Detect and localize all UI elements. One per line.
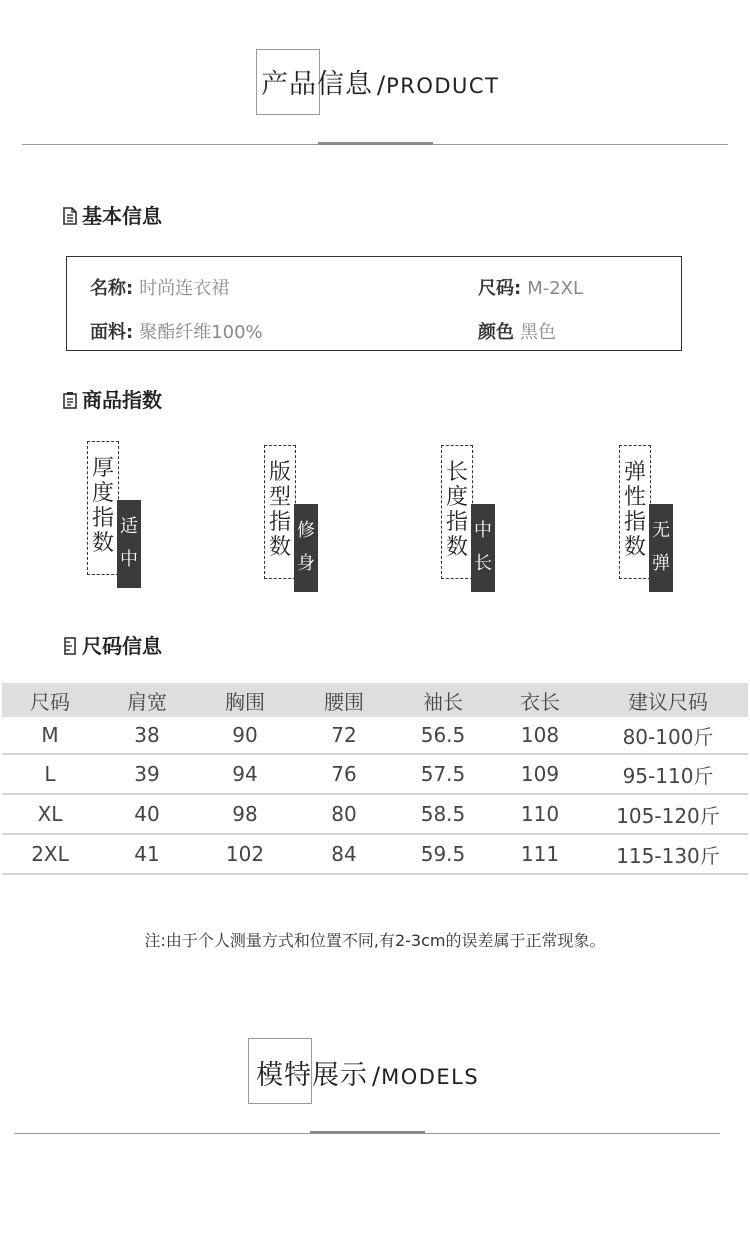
info-fabric-value: 聚酯纤维100% [139, 322, 263, 343]
product-header-title [261, 62, 499, 101]
table-cell: 95-110斤 [588, 754, 748, 794]
index-label-char: 指 [268, 510, 291, 535]
index-value-elasticity [649, 504, 673, 592]
index-value-char: 中 [474, 520, 492, 541]
size-table-header: 建议尺码 [588, 683, 748, 717]
index-value-char: 中 [120, 549, 138, 570]
index-label-char: 指 [445, 510, 468, 535]
info-name-value: 时尚连衣裙 [139, 278, 230, 299]
index-label-char: 数 [623, 535, 646, 560]
table-cell: 76 [294, 754, 394, 794]
table-cell: 98 [196, 794, 294, 834]
table-cell: 94 [196, 754, 294, 794]
table-cell: 40 [98, 794, 196, 834]
index-label-char: 数 [268, 535, 291, 560]
info-fabric-key: 面料: [90, 322, 134, 343]
table-row [2, 834, 748, 874]
size-table-header: 胸围 [196, 683, 294, 717]
basic-info-box [66, 256, 682, 351]
info-color-value: 黑色 [520, 322, 556, 343]
index-label-char: 弹 [623, 460, 646, 485]
index-value-char: 长 [474, 553, 492, 574]
index-label-elasticity [619, 445, 651, 579]
product-header-en: PRODUCT [386, 74, 500, 98]
info-fabric [90, 318, 263, 344]
info-name-key: 名称: [90, 278, 134, 299]
table-cell: 80-100斤 [588, 717, 748, 754]
size-table-header: 肩宽 [98, 683, 196, 717]
index-label-char: 度 [91, 481, 114, 506]
index-value-length [471, 504, 495, 592]
table-cell: L [2, 754, 98, 794]
table-cell: 102 [196, 834, 294, 874]
models-header-slash: / [372, 1062, 382, 1090]
index-label-char: 长 [445, 460, 468, 485]
table-cell: XL [2, 794, 98, 834]
index-value-char: 修 [297, 520, 315, 541]
table-cell: 84 [294, 834, 394, 874]
ruler-icon [62, 637, 78, 655]
models-header-title [256, 1053, 479, 1092]
index-heading-text: 商品指数 [82, 388, 162, 412]
table-cell: 38 [98, 717, 196, 754]
table-cell: M [2, 717, 98, 754]
index-label-char: 数 [445, 535, 468, 560]
table-cell: 115-130斤 [588, 834, 748, 874]
index-label-fit [264, 445, 296, 579]
table-cell: 80 [294, 794, 394, 834]
size-info-heading-text: 尺码信息 [82, 634, 162, 658]
table-cell: 2XL [2, 834, 98, 874]
basic-info-heading [62, 200, 162, 229]
size-table-header: 衣长 [492, 683, 588, 717]
index-label-char: 性 [623, 485, 646, 510]
index-label-char: 版 [268, 460, 291, 485]
clipboard-icon [62, 391, 78, 409]
table-cell: 56.5 [394, 717, 492, 754]
measurement-note: 注:由于个人测量方式和位置不同,有2-3cm的误差属于正常现象。 [144, 931, 606, 950]
index-label-char: 指 [623, 510, 646, 535]
size-table-header-row [2, 683, 748, 717]
index-label-thickness [87, 441, 119, 575]
basic-info-heading-text: 基本信息 [82, 204, 162, 228]
table-cell: 105-120斤 [588, 794, 748, 834]
size-table-header: 腰围 [294, 683, 394, 717]
index-heading [62, 384, 162, 413]
index-label-length [441, 445, 473, 579]
table-cell: 108 [492, 717, 588, 754]
info-size-key: 尺码: [478, 278, 522, 299]
index-value-fit [294, 504, 318, 592]
info-color-key: 颜色 [478, 322, 514, 343]
index-label-char: 厚 [91, 456, 114, 481]
info-size-value: M-2XL [527, 278, 584, 299]
info-color [478, 318, 556, 344]
table-cell: 41 [98, 834, 196, 874]
table-cell: 90 [196, 717, 294, 754]
index-value-char: 适 [120, 516, 138, 537]
size-table [2, 683, 748, 875]
models-header-rule-accent [310, 1131, 425, 1134]
table-cell: 110 [492, 794, 588, 834]
size-table-header: 袖长 [394, 683, 492, 717]
product-header-slash: / [377, 71, 387, 99]
table-cell: 57.5 [394, 754, 492, 794]
index-label-char: 型 [268, 485, 291, 510]
index-value-thickness [117, 500, 141, 588]
index-label-char: 数 [91, 531, 114, 556]
table-cell: 72 [294, 717, 394, 754]
table-row [2, 794, 748, 834]
size-info-heading [62, 630, 162, 659]
index-value-char: 弹 [652, 553, 670, 574]
index-value-char: 无 [652, 520, 670, 541]
document-icon [62, 207, 78, 225]
product-header-cn: 产品信息 [261, 69, 373, 100]
table-cell: 109 [492, 754, 588, 794]
table-cell: 59.5 [394, 834, 492, 874]
table-row [2, 754, 748, 794]
table-row [2, 717, 748, 754]
index-label-char: 度 [445, 485, 468, 510]
index-value-char: 身 [297, 553, 315, 574]
info-name [90, 274, 229, 300]
table-cell: 39 [98, 754, 196, 794]
size-table-header: 尺码 [2, 683, 98, 717]
models-header-cn: 模特展示 [256, 1060, 368, 1091]
table-cell: 111 [492, 834, 588, 874]
index-label-char: 指 [91, 506, 114, 531]
info-size [478, 274, 583, 300]
table-cell: 58.5 [394, 794, 492, 834]
product-header-rule-accent [318, 142, 433, 145]
models-header-en: MODELS [381, 1065, 480, 1089]
